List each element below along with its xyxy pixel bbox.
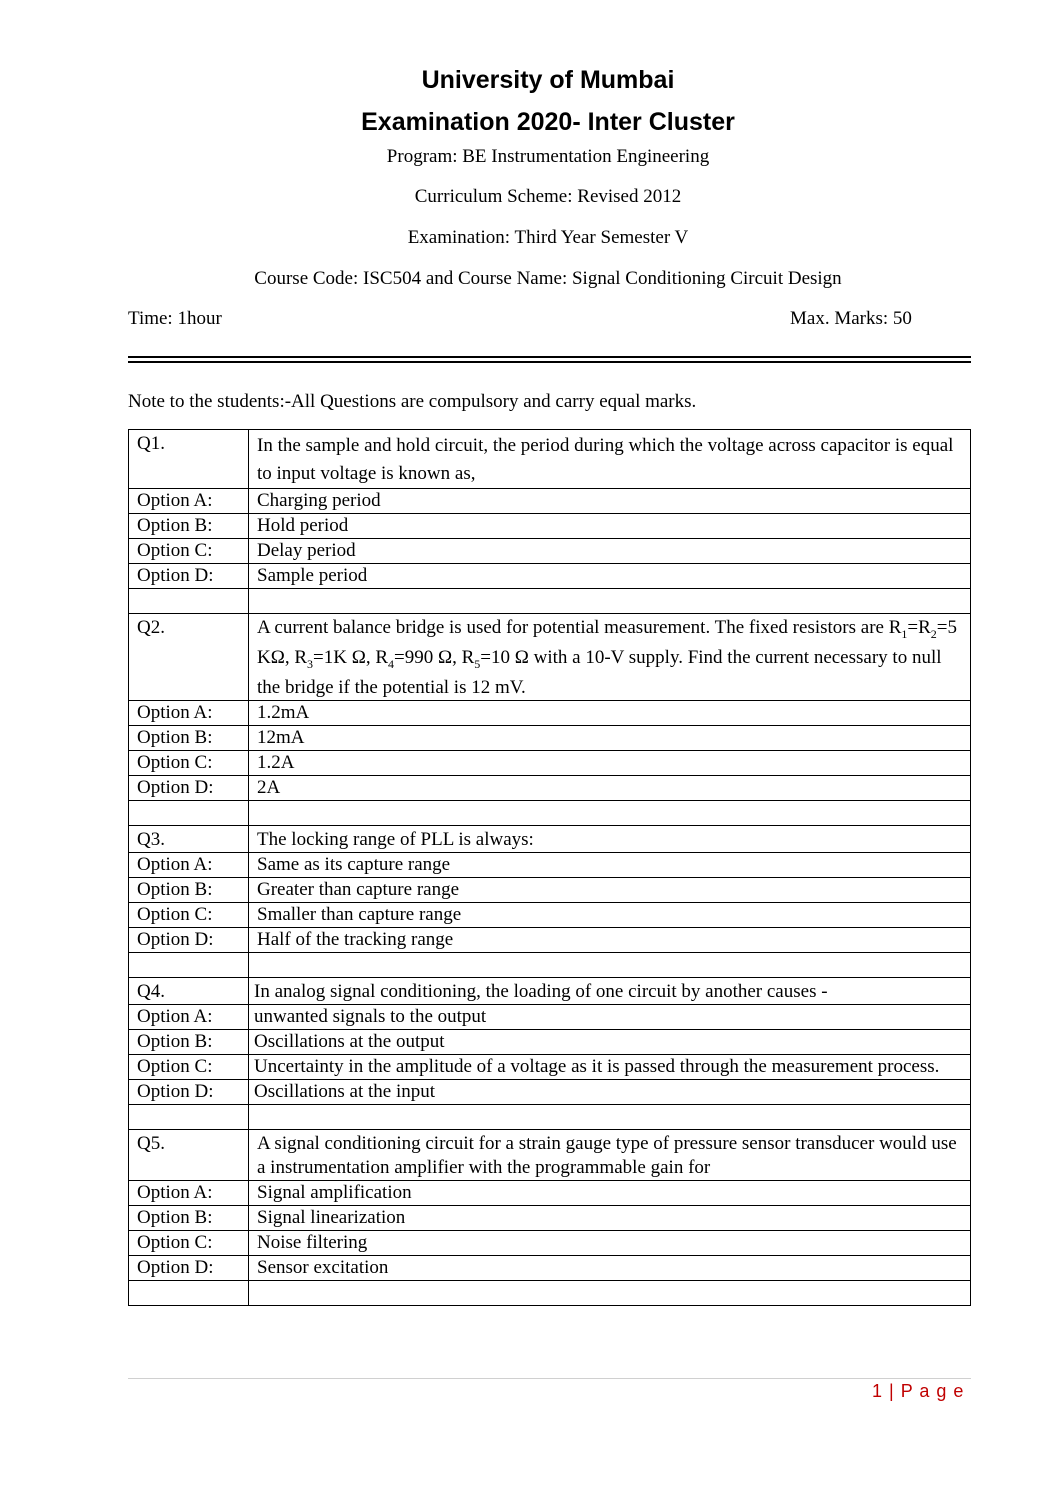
question-label: Q5. — [129, 1129, 249, 1180]
double-rule-bottom — [128, 361, 971, 363]
spacer-row — [129, 589, 971, 614]
question-row — [129, 430, 971, 489]
option-row — [129, 775, 971, 800]
spacer-row — [129, 1280, 971, 1305]
option-row — [129, 1004, 971, 1029]
program-line: Program: BE Instrumentation Engineering — [386, 146, 710, 167]
option-label: Option C: — [129, 1054, 249, 1079]
question-row — [129, 977, 971, 1004]
option-label: Option D: — [129, 1079, 249, 1104]
question-text: In the sample and hold circuit, the period during which the voltage across capacitor is equal to input voltage is known as, — [249, 430, 971, 489]
question-row — [129, 825, 971, 852]
page-number: 1 | P a g e — [872, 1381, 965, 1401]
option-row — [129, 1180, 971, 1205]
option-row — [129, 489, 971, 514]
option-row — [129, 852, 971, 877]
option-label: Option D: — [129, 927, 249, 952]
option-label: Option B: — [129, 1205, 249, 1230]
option-row — [129, 1205, 971, 1230]
option-row — [129, 750, 971, 775]
option-text: 12mA — [249, 725, 971, 750]
option-row — [129, 1079, 971, 1104]
option-label: Option B: — [129, 514, 249, 539]
option-text: Uncertainty in the amplitude of a voltage as it is passed through the measurement process. — [249, 1054, 971, 1079]
option-row — [129, 1255, 971, 1280]
option-label: Option A: — [129, 700, 249, 725]
examination-line: Examination: Third Year Semester V — [407, 227, 689, 248]
option-row — [129, 1230, 971, 1255]
option-label: Option C: — [129, 750, 249, 775]
exam-title: Examination 2020- Inter Cluster — [361, 108, 735, 136]
option-row — [129, 700, 971, 725]
spacer-row — [129, 800, 971, 825]
option-label: Option C: — [129, 539, 249, 564]
option-text: Half of the tracking range — [249, 927, 971, 952]
option-text: Hold period — [249, 514, 971, 539]
question-text: A current balance bridge is used for potential measurement. The fixed resistors are $R_1=R_2=5$ KΩ, $R_3=1K$ Ω, $R_4=990$ Ω, $R_5=10$ Ω with a 10-V supply. Find the current necessary to null the bridge if the potential is 12 mV. — [249, 614, 971, 701]
max-marks-label: Max. Marks: 50 — [790, 308, 912, 329]
option-label: Option A: — [129, 489, 249, 514]
questions-table — [128, 429, 971, 1306]
time-label: Time: 1hour — [128, 308, 222, 329]
option-text: Greater than capture range — [249, 877, 971, 902]
option-text: Signal linearization — [249, 1205, 971, 1230]
option-row — [129, 1054, 971, 1079]
option-text: Delay period — [249, 539, 971, 564]
option-text: unwanted signals to the output — [249, 1004, 971, 1029]
note-to-students: Note to the students:-All Questions are compulsory and carry equal marks. — [128, 391, 697, 412]
spacer-row — [129, 1104, 971, 1129]
option-text: 1.2A — [249, 750, 971, 775]
option-text: Oscillations at the output — [249, 1029, 971, 1054]
option-text: Sensor excitation — [249, 1255, 971, 1280]
option-label: Option D: — [129, 564, 249, 589]
option-row — [129, 1029, 971, 1054]
footer-divider — [128, 1378, 971, 1379]
option-row — [129, 902, 971, 927]
option-text: 2A — [249, 775, 971, 800]
option-label: Option C: — [129, 902, 249, 927]
option-text: Oscillations at the input — [249, 1079, 971, 1104]
option-text: 1.2mA — [249, 700, 971, 725]
spacer-row — [129, 952, 971, 977]
course-line: Course Code: ISC504 and Course Name: Signal Conditioning Circuit Design — [254, 268, 842, 289]
double-rule-top — [128, 356, 971, 358]
university-title: University of Mumbai — [421, 66, 675, 94]
option-row — [129, 539, 971, 564]
option-label: Option D: — [129, 775, 249, 800]
option-row — [129, 564, 971, 589]
scheme-line: Curriculum Scheme: Revised 2012 — [414, 186, 682, 207]
option-text: Sample period — [249, 564, 971, 589]
option-label: Option B: — [129, 725, 249, 750]
question-text: A signal conditioning circuit for a strain gauge type of pressure sensor transducer would use a instrumentation amplifier with the programmable gain for — [249, 1129, 971, 1180]
question-label: Q2. — [129, 614, 249, 701]
question-row — [129, 1129, 971, 1180]
option-text: Signal amplification — [249, 1180, 971, 1205]
option-row — [129, 514, 971, 539]
question-label: Q1. — [129, 430, 249, 489]
option-text: Charging period — [249, 489, 971, 514]
option-label: Option D: — [129, 1255, 249, 1280]
option-label: Option A: — [129, 1180, 249, 1205]
option-text: Noise filtering — [249, 1230, 971, 1255]
option-label: Option B: — [129, 1029, 249, 1054]
option-label: Option C: — [129, 1230, 249, 1255]
question-text: The locking range of PLL is always: — [249, 825, 971, 852]
question-label: Q3. — [129, 825, 249, 852]
question-row — [129, 614, 971, 701]
option-text: Smaller than capture range — [249, 902, 971, 927]
question-label: Q4. — [129, 977, 249, 1004]
option-row — [129, 877, 971, 902]
option-row — [129, 725, 971, 750]
option-text: Same as its capture range — [249, 852, 971, 877]
option-label: Option A: — [129, 1004, 249, 1029]
option-row — [129, 927, 971, 952]
question-text: In analog signal conditioning, the loading of one circuit by another causes - — [249, 977, 971, 1004]
option-label: Option B: — [129, 877, 249, 902]
option-label: Option A: — [129, 852, 249, 877]
